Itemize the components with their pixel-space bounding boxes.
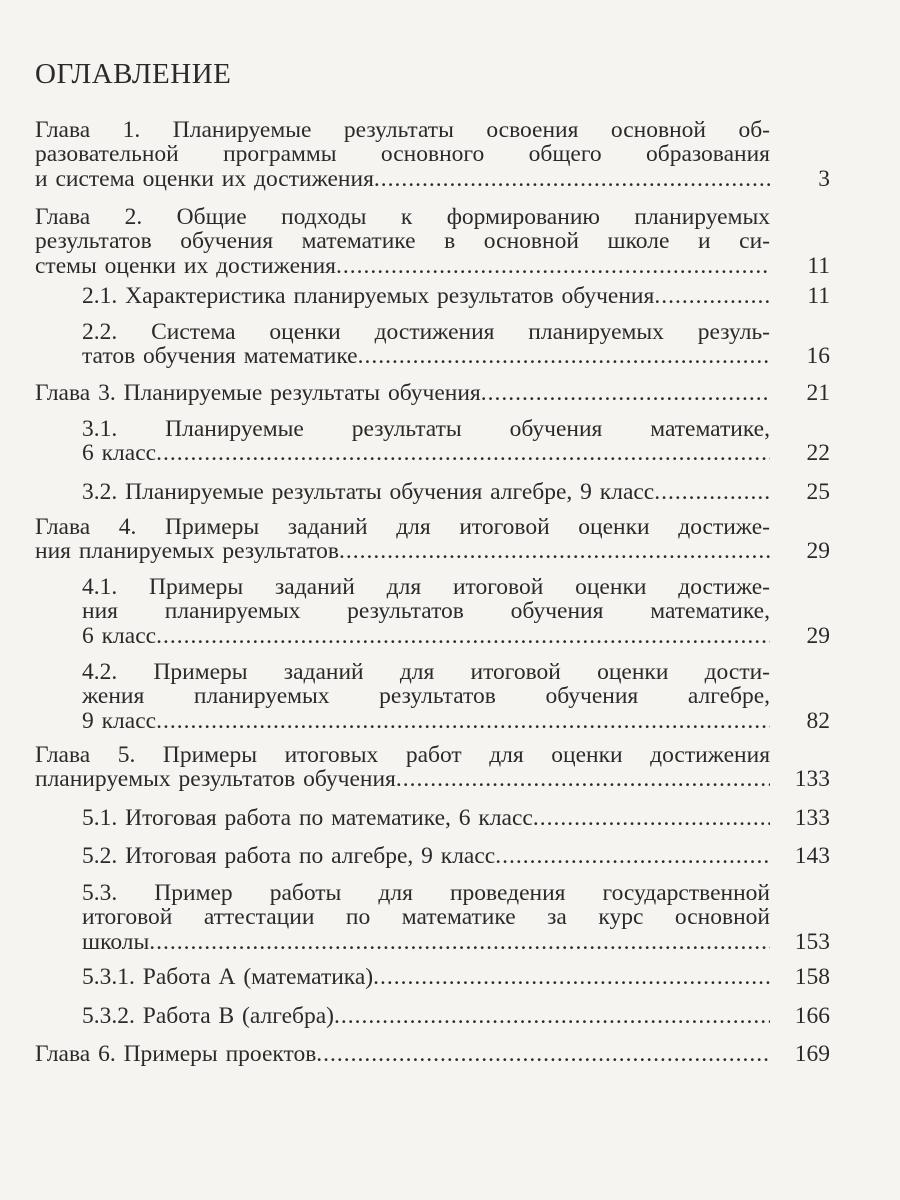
toc-entry-line: 4.2. Примеры заданий для итоговой оценки дости- xyxy=(82,659,770,685)
toc-entry xyxy=(82,806,830,830)
toc-entry-text: Глава 6. Примеры проектов xyxy=(35,1041,317,1067)
toc-entry-line: 3.1. Планируемые результаты обучения математике, xyxy=(82,416,770,442)
toc-entry-line: Глава 1. Планируемые результаты освоения основной об- xyxy=(35,117,770,143)
toc-entry-line xyxy=(82,441,770,465)
toc-entry-line xyxy=(35,1042,770,1066)
toc-entry xyxy=(82,417,830,466)
dot-leader xyxy=(156,709,770,733)
toc-entry xyxy=(82,844,830,868)
toc-entry xyxy=(35,118,830,191)
page-number: 158 xyxy=(794,964,830,990)
toc-entry-line: итоговой аттестации по математике за курс основной xyxy=(82,904,770,931)
toc-entry-line: 4.1. Примеры заданий для итоговой оценки достиже- xyxy=(82,574,770,600)
page-number: 29 xyxy=(806,538,830,565)
toc-entry-text: татов обучения математике xyxy=(82,343,358,370)
page-title: ОГЛАВЛЕНИЕ xyxy=(35,58,232,90)
page-number: 25 xyxy=(806,479,830,505)
toc-entry xyxy=(35,1042,830,1066)
toc-entry xyxy=(35,743,830,792)
toc-entry-line: ния планируемых результатов обучения математике, xyxy=(82,598,770,625)
dot-leader xyxy=(149,930,770,954)
toc-entry-line xyxy=(35,767,770,791)
page-number: 22 xyxy=(806,440,830,467)
toc-entry xyxy=(82,480,830,504)
toc-entry-line: результатов обучения математике в основной школе и си- xyxy=(35,228,770,255)
toc-entry-line xyxy=(82,344,770,368)
page-number: 153 xyxy=(794,928,830,955)
toc-entry xyxy=(82,575,830,648)
toc-entry-line xyxy=(82,806,770,830)
toc-entry-line: жения планируемых результатов обучения алгебре, xyxy=(82,683,770,710)
toc-entry-line xyxy=(82,1004,770,1028)
toc-entry-text: 5.3.2. Работа В (алгебра) xyxy=(82,1003,334,1029)
toc-entry-text: 5.3.1. Работа А (математика) xyxy=(82,964,374,990)
toc-entry-text: и система оценки их достижения xyxy=(35,165,374,192)
page-number: 3 xyxy=(818,165,830,192)
toc-entry-line: 5.3. Пример работы для проведения государственной xyxy=(82,880,770,906)
dot-leader xyxy=(654,480,770,504)
toc-entry-line xyxy=(82,624,770,648)
dot-leader xyxy=(373,965,770,989)
page-number: 11 xyxy=(807,252,830,279)
toc-entry-line: 2.2. Система оценки достижения планируемых резуль- xyxy=(82,319,770,345)
toc-entry-text: 6 класс xyxy=(82,440,157,467)
toc-entry-text: 3.2. Планируемые результаты обучения алгебре, 9 класс xyxy=(82,479,655,505)
toc-entry xyxy=(35,381,830,405)
toc-entry-text: Глава 3. Планируемые результаты обучения xyxy=(35,380,481,406)
dot-leader xyxy=(654,284,770,308)
page-number: 11 xyxy=(807,283,830,309)
toc-entry-text: планируемых результатов обучения xyxy=(35,766,396,793)
toc-entry-line: Глава 5. Примеры итоговых работ для оценки достижения xyxy=(35,742,770,768)
toc-entry-line xyxy=(35,381,770,405)
toc-entry xyxy=(82,1004,830,1028)
page-number: 169 xyxy=(794,1041,830,1067)
page-number: 16 xyxy=(806,343,830,370)
page-number: 82 xyxy=(806,707,830,734)
toc-entry-line: разовательной программы основного общего образования xyxy=(35,141,770,168)
toc-entry xyxy=(35,515,830,564)
dot-leader xyxy=(374,167,770,191)
toc-entry-line xyxy=(82,709,770,733)
page-number: 133 xyxy=(794,805,830,831)
toc-entry-line xyxy=(82,284,770,308)
dot-leader xyxy=(336,254,770,278)
toc-entry-text: стемы оценки их достижения xyxy=(35,252,336,279)
page-number: 21 xyxy=(806,380,830,406)
dot-leader xyxy=(481,381,770,405)
toc-entry-text: 9 класс xyxy=(82,707,157,734)
dot-leader xyxy=(533,806,770,830)
toc-entry-line: Глава 2. Общие подходы к формированию планируемых xyxy=(35,204,770,230)
toc-entry-line xyxy=(35,539,770,563)
toc-entry xyxy=(82,320,830,369)
toc-entry-line xyxy=(82,930,770,954)
toc-entry-line xyxy=(82,965,770,989)
page-number: 29 xyxy=(806,622,830,649)
dot-leader xyxy=(339,539,770,563)
toc-entry-text: школы xyxy=(82,928,150,955)
toc-entry-line xyxy=(35,254,770,278)
dot-leader xyxy=(358,344,770,368)
toc-entry-text: 2.1. Характеристика планируемых результатов обучения xyxy=(82,283,655,309)
toc-entry-line xyxy=(82,480,770,504)
dot-leader xyxy=(156,441,770,465)
toc-entry-line: Глава 4. Примеры заданий для итоговой оценки достиже- xyxy=(35,514,770,540)
toc-entry-text: 5.2. Итоговая работа по алгебре, 9 класс xyxy=(82,843,496,869)
toc-entry xyxy=(82,881,830,954)
dot-leader xyxy=(316,1042,770,1066)
toc-entry-line xyxy=(35,167,770,191)
dot-leader xyxy=(396,767,770,791)
toc-entry-text: 5.1. Итоговая работа по математике, 6 класс xyxy=(82,805,533,831)
toc-entry-text: 6 класс xyxy=(82,622,157,649)
toc-entry xyxy=(82,965,830,989)
page-number: 143 xyxy=(794,843,830,869)
dot-leader xyxy=(156,624,770,648)
toc-entry xyxy=(82,284,830,308)
dot-leader xyxy=(495,844,770,868)
dot-leader xyxy=(334,1004,770,1028)
toc-entry-text: ния планируемых результатов xyxy=(35,538,340,565)
page-number: 133 xyxy=(794,766,830,793)
toc-entry-line xyxy=(82,844,770,868)
page-number: 166 xyxy=(794,1003,830,1029)
toc-entry xyxy=(82,660,830,733)
toc-entry xyxy=(35,205,830,278)
